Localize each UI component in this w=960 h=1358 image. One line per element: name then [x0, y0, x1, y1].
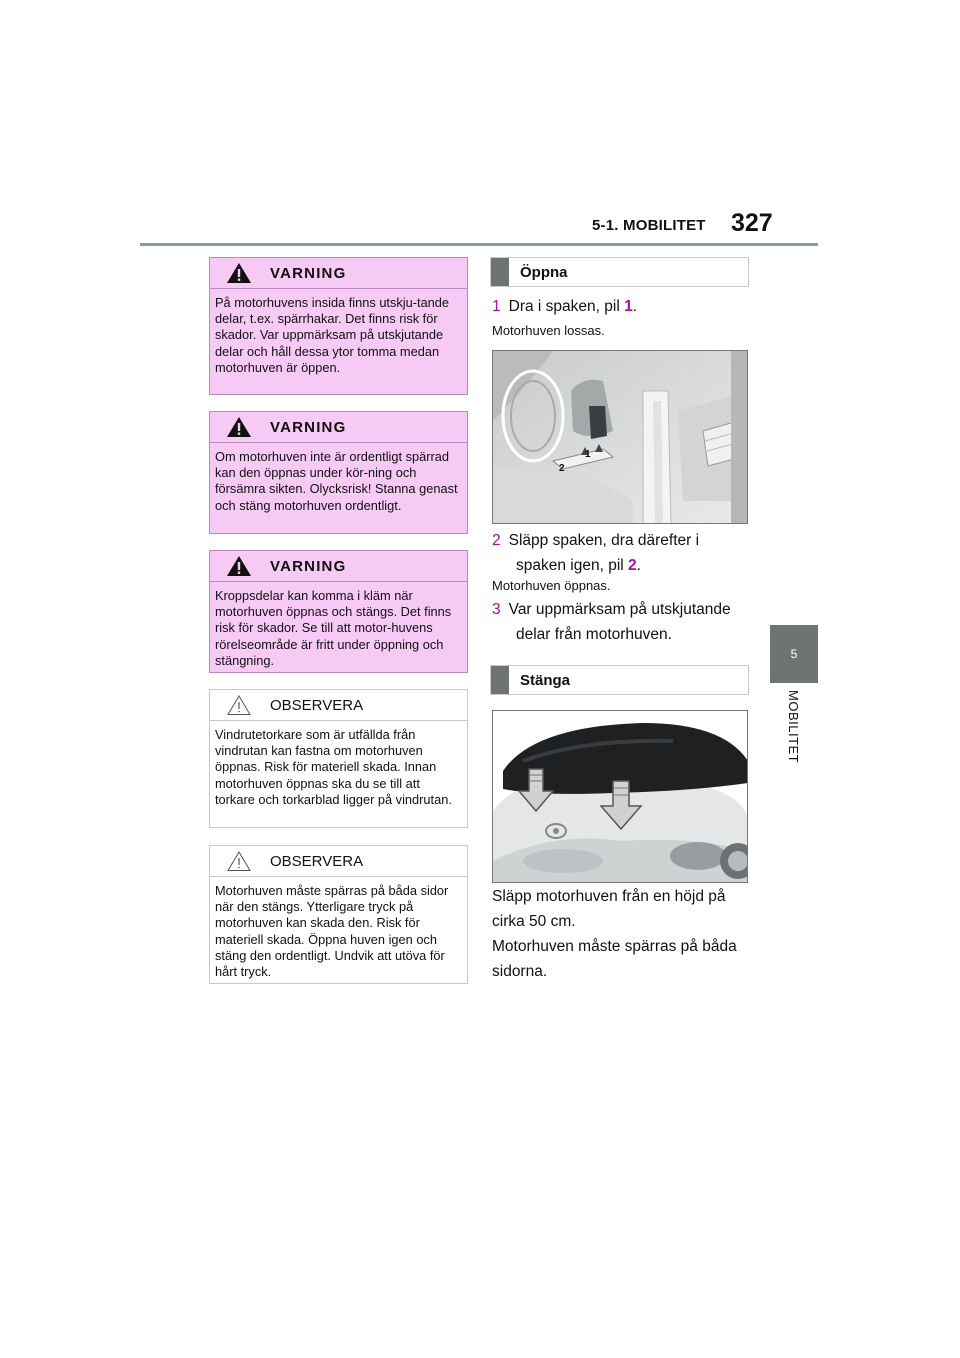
closing-hood-figure — [492, 710, 748, 883]
heading-bar — [491, 666, 509, 694]
notice-header — [210, 846, 467, 877]
chapter-number: 5 — [790, 647, 798, 661]
warning-icon — [226, 416, 252, 438]
notice-header — [210, 690, 467, 721]
warning-header — [210, 551, 467, 582]
warning-title: VARNING — [270, 264, 347, 282]
notice-text: Vindrutetorkare som är utfällda från vindrutan kan fastna om motorhuven öppnas. Risk för materiell skada. Innan motorhuven öppnas ska du se till att torkare och torkarblad ligger på vindrutan. — [215, 727, 452, 807]
step-text: Var uppmärksam på utskjutande — [508, 601, 731, 618]
heading-bar — [491, 258, 509, 286]
step-text-line2: spaken igen, pil — [516, 557, 629, 574]
warning-title: VARNING — [270, 418, 347, 436]
closing-instruction-latch: Motorhuven måste spärras på båda sidorna. — [492, 938, 737, 980]
chapter-label — [774, 690, 814, 780]
notice-box — [209, 845, 468, 984]
step-number: 1 — [492, 298, 501, 315]
step-3 — [492, 597, 762, 647]
closing-instruction-height: Släpp motorhuven från en höjd på cirka 50 cm. — [492, 888, 726, 930]
notice-text: Motorhuven måste spärras på båda sidor när den stängs. Ytterligare tryck på motorhuven kan skada den. Risk för materiell skada. Öppna huven igen och stäng den ordentligt. Undvik att utöva för hårt tryck. — [215, 883, 449, 980]
page-number: 327 — [731, 209, 773, 237]
warning-text: Om motorhuven inte är ordentligt spärrad kan den öppnas under kör-ning och försämra sikten. Olycksrisk! Stanna genast och stäng motorhuven ordentligt. — [215, 449, 458, 513]
warning-header — [210, 412, 467, 443]
warning-text: Kroppsdelar kan komma i kläm när motorhuven öppnas och stängs. Det finns risk för skador. Se till att motor-huvens rörelseområde är fritt under öppning och stängning. — [215, 588, 452, 668]
warning-header — [210, 258, 467, 289]
step-number: 3 — [492, 601, 501, 618]
step-text-continued — [492, 553, 762, 578]
figure-callout-1: 1 — [585, 449, 591, 460]
warning-box — [209, 257, 468, 395]
step-end: . — [636, 557, 641, 574]
notice-title: OBSERVERA — [270, 852, 364, 870]
step-2 — [492, 528, 762, 578]
warning-box — [209, 550, 468, 673]
step-text-continued: delar från motorhuven. — [516, 626, 672, 643]
chapter-label-text: MOBILITET — [786, 690, 801, 764]
step-number: 2 — [492, 532, 501, 549]
step-1 — [492, 294, 762, 319]
section-title: 5-1. MOBILITET — [592, 217, 706, 234]
step-text: Dra i spaken, pil — [508, 298, 625, 315]
note-text: Motorhuven lossas. — [492, 323, 605, 338]
chapter-tab[interactable] — [770, 625, 818, 683]
header-rule — [140, 243, 818, 246]
hood-release-lever-figure — [492, 350, 748, 524]
caution-outline-icon — [226, 850, 252, 872]
warning-icon — [226, 555, 252, 577]
notice-title: OBSERVERA — [270, 696, 364, 714]
section-heading-open — [490, 257, 749, 287]
warning-text: På motorhuvens insida finns utskju-tande delar, t.ex. spärrhakar. Det finns risk för skador. Var uppmärksam på utskjutande delar och håll dessa ytor tomma medan motorhuven är öppen. — [215, 295, 450, 375]
warning-icon — [226, 262, 252, 284]
figure-callout-2: 2 — [559, 463, 565, 474]
arrow-reference: 2 — [628, 557, 637, 574]
step-end: . — [632, 298, 638, 315]
closing-hood-illustration — [493, 711, 748, 883]
warning-title: VARNING — [270, 557, 347, 575]
caution-outline-icon — [226, 694, 252, 716]
notice-box — [209, 689, 468, 828]
section-heading-label: Öppna — [520, 263, 568, 281]
arrow-reference: 1 — [624, 298, 633, 315]
step-text: Släpp spaken, dra därefter i — [508, 532, 700, 549]
hood-release-illustration — [493, 351, 748, 524]
warning-box — [209, 411, 468, 534]
section-heading-label: Stänga — [520, 671, 571, 689]
section-heading-close — [490, 665, 749, 695]
note-text: Motorhuven öppnas. — [492, 578, 611, 593]
